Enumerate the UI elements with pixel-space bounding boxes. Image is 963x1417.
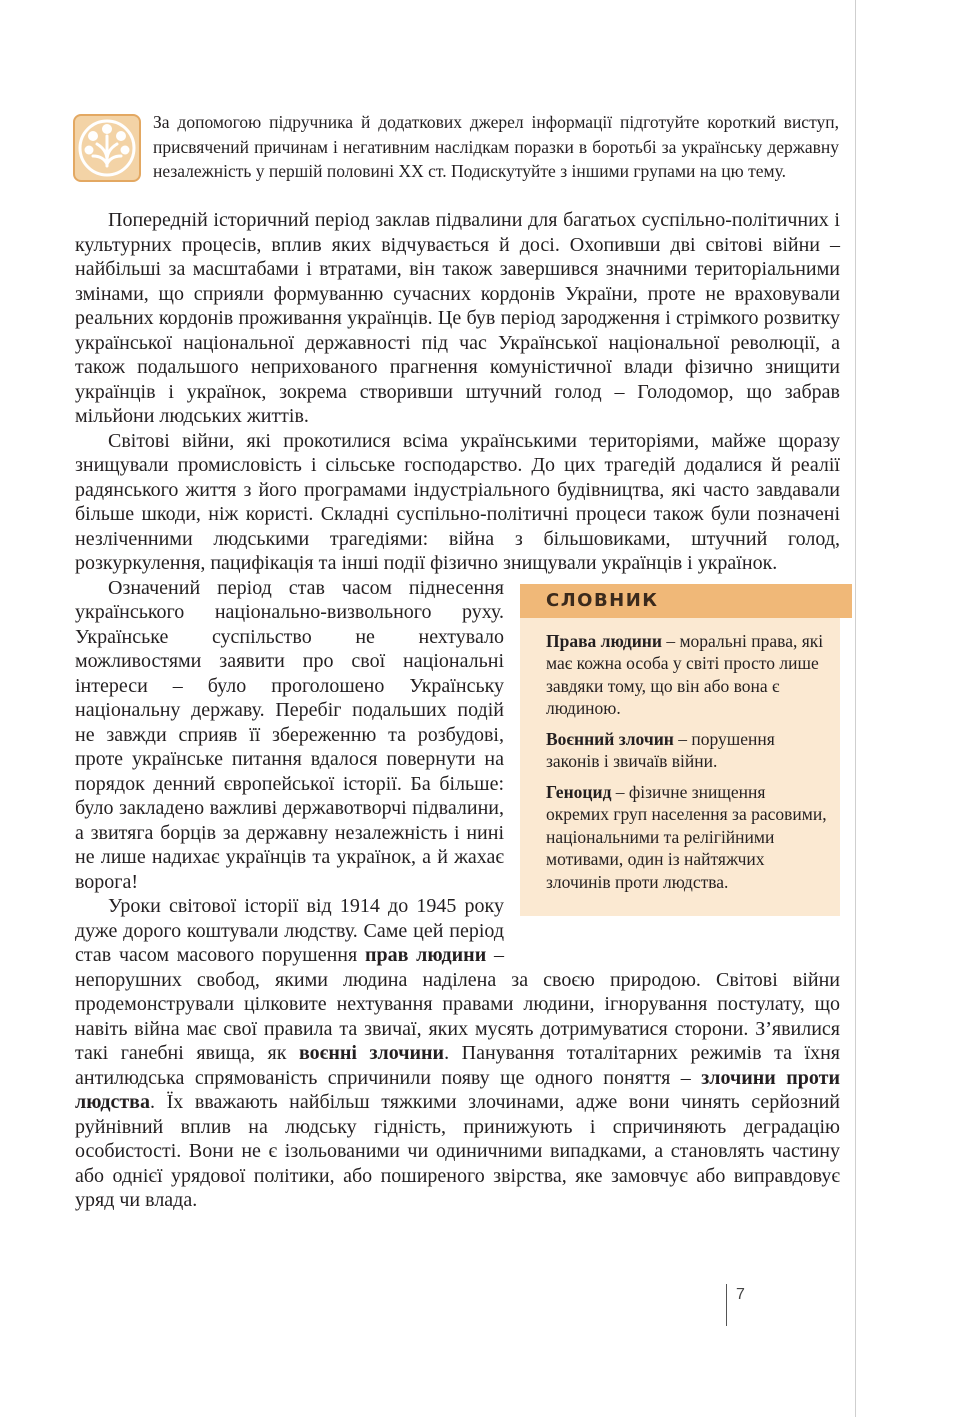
- vocabulary-entry: [546, 728, 828, 773]
- term-human-rights: прав людини: [364, 944, 487, 966]
- vocabulary-box: [520, 584, 840, 940]
- vocabulary-entry: [546, 781, 828, 894]
- paragraph-4-text: Уроки світової історії від 1914 до 1945 року дуже дорого коштували людству. Саме цей період став часом масового порушення: [75, 895, 504, 966]
- paragraph-4-text: . Їх вважають найбільш тяжкими злочинами, адже вони чинять серйозний руйнівний вплив на людську гідність, принижують і спричиняють деградацію особистості. Вони не є ізольованими чи одиничними випадками, а становлять частину або однієї урядової політики, або поширеного звірства, яке замовчує або виправдовує уряд чи влада.: [75, 1091, 840, 1211]
- paragraph-4-text: . Панування тоталітарних режимів та їхня антилюдська спрямованість спричинили появу ще одного поняття –: [75, 1042, 840, 1089]
- task-text: За допомогою підручника й додаткових джерел інформації підготуйте короткий виступ, присвячений причинам і негативним наслідкам поразки в боротьбі за українську державну незалежність у першій половині XX ст. Подискутуйте з іншими групами на цю тему.: [153, 112, 839, 181]
- paragraph-3: Означений період став часом піднесення українського національно-визвольного руху. Українське суспільство не нехтувало можливостями заявити про свої національні інтереси – було проголошено Українську національну державу. Перебіг подальших подій не завжди сприяв її збереженню та розбудові, проте українське питання вдалося повернути на порядок денний європейської історії. Ба більше: було закладено важливі державотворчі підвалини, а звитяга борців за державну незалежність і нині не лише надихає українців та українок, а й жахає ворога!: [75, 576, 504, 893]
- term-war-crimes: воєнні злочини: [299, 1042, 445, 1064]
- vocabulary-header: [520, 584, 852, 618]
- page-number: 7: [736, 1286, 745, 1303]
- main-text: [75, 208, 840, 1213]
- vocabulary-heading: СЛОВНИК: [546, 589, 659, 611]
- page-number-divider: [726, 1284, 727, 1326]
- vocabulary-body: [520, 618, 840, 916]
- vocabulary-entry: [546, 630, 828, 720]
- paragraph-4-text: – непорушних свобод, якими людина наділена за своєю природою. Світові війни продемонстрували цілковите нехтування правами людини, ігнорування постулату, що навіть війна має свої правила та звичаї, яких мусять дотримуватися сторони. З’явилися такі ганебні явища, як: [75, 944, 840, 1064]
- vocabulary-definition: – моральні права, які має кожна особа у світі просто лише завдяки тому, що він або вона є людиною.: [546, 630, 824, 718]
- paragraph-4: [75, 894, 840, 1213]
- vocabulary-term: Геноцид: [546, 781, 612, 802]
- vocabulary-definition: – фізичне знищення окремих груп населення за расовими, національними та релігійними мотивами, один із найтяжчих злочинів проти людства.: [546, 781, 827, 892]
- vocabulary-definition: – порушення законів і звичаїв війни.: [546, 728, 775, 771]
- group-discussion-icon: [73, 114, 141, 182]
- page-edge-line: [855, 0, 856, 1417]
- paragraph-2: Світові війни, які прокотилися всіма українськими територіями, майже щоразу знищували промисловість і сільське господарство. До цих трагедій додалися й реалії радянського життя з його програмами індустріального будівництва, які часто завдавали більше шкоди, ніж користі. Складні суспільно-політичні процеси також були позначені незліченними людськими трагедіями: війна з більшовиками, штучний голод, розкуркулення, пацифікація та інші події фізично знищували українців і українок.: [75, 429, 840, 574]
- vocabulary-term: Воєнний злочин: [546, 728, 674, 749]
- term-crimes-against-humanity: злочини проти людства: [75, 1066, 840, 1113]
- vocabulary-term: Права людини: [546, 630, 662, 651]
- paragraph-1: Попередній історичний період заклав підвалини для багатьох суспільно-політичних і культурних процесів, вплив яких відчувається й досі. Охопивши дві світові війни – найбільші за масштабами і втратами, він також завершився значними територіальними змінами, що сприяли формуванню сучасних кордонів України, проте не враховували реальних кордонів проживання українців. Це був період зародження і стрімкого розвитку української національної державності під час Української національної революції, а також подальшого неприхованого прагнення комуністичної влади фізично знищити українців і українок, зокрема створивши штучний голод – Голодомор, що забрав мільйони людських життів.: [75, 209, 840, 427]
